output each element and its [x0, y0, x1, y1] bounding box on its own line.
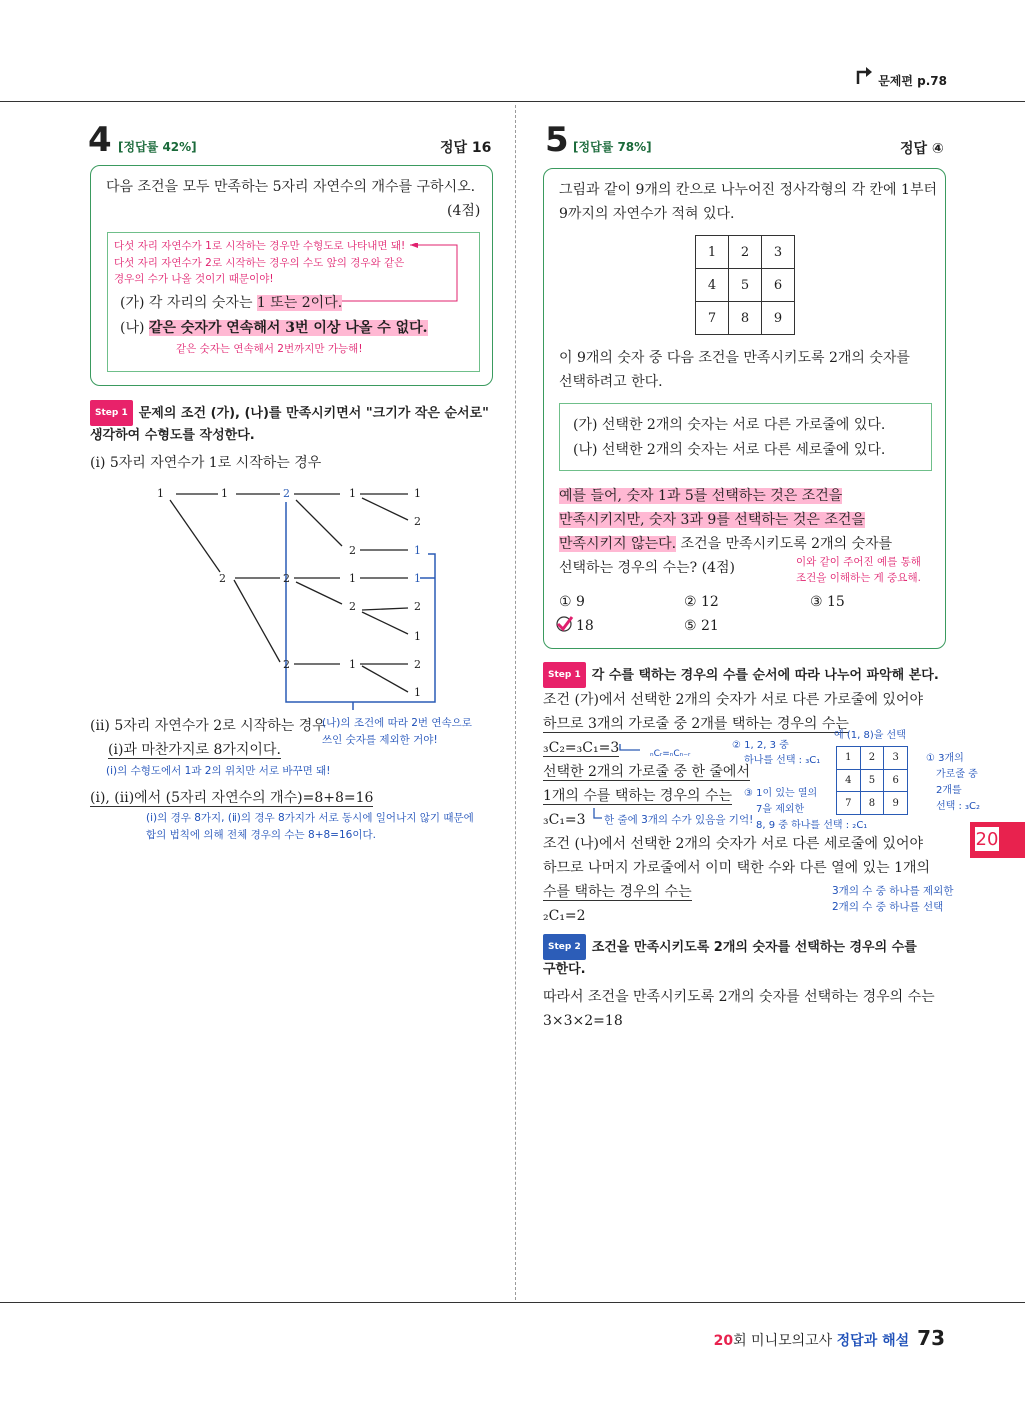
- q5-number: 5: [545, 120, 569, 160]
- grid-cell: 2: [729, 236, 762, 269]
- diag-note3c: 8, 9 중 하나를 선택 : ₂C₁: [756, 820, 868, 831]
- tree-node: 1: [414, 686, 421, 699]
- q4-note1: 다섯 자리 자연수가 1로 시작하는 경우만 수형도로 나타내면 돼!: [114, 240, 406, 252]
- chapter-tab: 20: [970, 822, 1025, 858]
- q5-arrows: [590, 740, 650, 826]
- q5-example4: 선택하는 경우의 수는? (4점): [559, 560, 735, 576]
- q5-prompt1: 그림과 같이 9개의 칸으로 나누어진 정사각형의 각 칸에 1부터: [559, 182, 937, 198]
- tree-node: 1: [349, 658, 356, 671]
- q5-sol8: 하므로 나머지 가로줄에서 이미 택한 수와 다른 열에 있는 1개의: [543, 860, 931, 876]
- choice-1: ① 9: [559, 594, 585, 610]
- q4-prompt: 다음 조건을 모두 만족하는 5자리 자연수의 개수를 구하시오.: [106, 179, 476, 195]
- q5-condition-b: (나) 선택한 2개의 숫자는 서로 다른 세로줄에 있다.: [573, 442, 886, 458]
- q5-sol4: 선택한 2개의 가로줄 중 한 줄에서: [543, 764, 750, 780]
- diag-cell: 8: [860, 792, 884, 815]
- tree-node: 1: [414, 572, 421, 585]
- diag-grid: [836, 746, 908, 815]
- q5-sol9: 수를 택하는 경우의 수는: [543, 884, 692, 900]
- diag-note3a: ③ 1이 있는 열의: [744, 788, 818, 799]
- tree-node: 1: [414, 544, 421, 557]
- tree-node: 1: [157, 487, 164, 500]
- column-divider: [515, 105, 516, 1300]
- tree-node: 1: [349, 572, 356, 585]
- q5-sol2: 하므로 3개의 가로줄 중 2개를 택하는 경우의 수는: [543, 716, 849, 732]
- q4-condition-b: (나) 같은 숫자가 연속해서 3번 이상 나올 수 없다.: [120, 320, 428, 336]
- q5-sol9-note1: 3개의 수 중 하나를 제외한: [832, 885, 954, 897]
- footer-round: 20: [713, 1333, 734, 1349]
- grid-cell: 8: [729, 302, 762, 335]
- tree-node: 1: [349, 487, 356, 500]
- diag-cell: 9: [884, 792, 908, 815]
- tree-node: 1: [414, 630, 421, 643]
- q5-sol1: 조건 (가)에서 선택한 2개의 숫자가 서로 다른 가로줄에 있어야: [543, 692, 924, 708]
- q4-blue-note2: (ⅰ)의 수형도에서 1과 2의 위치만 서로 바꾸면 돼!: [106, 765, 331, 777]
- q4-condition-a-highlight: 1 또는 2이다.: [256, 295, 343, 311]
- q5-sol6-note: 한 줄에 3개의 수가 있음을 기억!: [604, 814, 754, 826]
- q4-note4: 같은 숫자는 연속해서 2번까지만 가능해!: [176, 343, 363, 355]
- q5-number-grid: [695, 235, 795, 335]
- diag-title: 예 (1, 8)을 선택: [834, 730, 906, 741]
- q4-blue-note1b: 쓰인 숫자를 제외한 거야!: [322, 734, 438, 746]
- q4-conclusion: (ⅰ), (ⅱ)에서 (5자리 자연수의 개수)=8+8=16: [90, 790, 374, 806]
- q5-pink-note1: 이와 같이 주어진 예를 통해: [796, 556, 921, 568]
- q5-final1: 따라서 조건을 만족시키도록 2개의 숫자를 선택하는 경우의 수는: [543, 989, 935, 1005]
- q4-condition-b-highlight: 같은 숫자가 연속해서 3번 이상 나올 수 없다.: [148, 320, 428, 336]
- q5-sol10: ₂C₁=2: [543, 908, 586, 924]
- q5-prompt3: 이 9개의 숫자 중 다음 조건을 만족시키도록 2개의 숫자를: [559, 350, 910, 366]
- q5-step1-badge: Step 1: [543, 662, 586, 688]
- q5-sol3-note: ₙCᵣ=ₙCₙ₋ᵣ: [650, 749, 691, 759]
- diag-cell: 4: [837, 769, 861, 792]
- q5-pink-note2: 조건을 이해하는 게 중요해.: [796, 572, 921, 584]
- diag-note1b: 가로줄 중: [936, 769, 978, 780]
- q4-tree-diagram: [150, 484, 450, 714]
- footer: [714, 1326, 945, 1350]
- diag-note1a: ① 3개의: [926, 753, 964, 764]
- q4-step1-line1: Step 1 문제의 조건 (가), (나)를 만족시키면서 "크기가 작은 순서로": [90, 400, 489, 426]
- tree-node: 2: [349, 544, 356, 557]
- tree-node: 2: [283, 658, 290, 671]
- q5-step2-line2: 구한다.: [543, 962, 586, 977]
- diag-cell: 1: [837, 747, 861, 770]
- q5-example3: 만족시키지 않는다. 조건을 만족시키도록 2개의 숫자를: [559, 536, 893, 552]
- problem-page-ref: 문제편 p.78: [878, 74, 947, 88]
- q5-example1: 예를 들어, 숫자 1과 5를 선택하는 것은 조건을: [559, 488, 843, 504]
- q4-step1-line2: 생각하여 수형도를 작성한다.: [90, 428, 255, 443]
- q5-step2-badge: Step 2: [543, 934, 586, 960]
- q4-answer: 정답 16: [440, 140, 492, 156]
- q5-sol7: 조건 (나)에서 선택한 2개의 숫자가 서로 다른 세로줄에 있어야: [543, 836, 924, 852]
- q5-final2: 3×3×2=18: [543, 1013, 623, 1029]
- diag-cell: 2: [860, 747, 884, 770]
- grid-cell: 5: [729, 269, 762, 302]
- diag-note1d: 선택 : ₃C₂: [936, 801, 981, 812]
- diag-cell: 6: [884, 769, 908, 792]
- page-number: 73: [917, 1326, 945, 1350]
- q4-blue-note3b: 합의 법칙에 의해 전체 경우의 수는 8+8=16이다.: [146, 829, 376, 841]
- grid-cell: 7: [696, 302, 729, 335]
- q4-note3: 경우의 수가 나올 것이기 때문이야!: [114, 273, 274, 285]
- tree-node: 2: [283, 572, 290, 585]
- grid-cell: 4: [696, 269, 729, 302]
- bottom-rule: [0, 1302, 1025, 1303]
- diag-cell: 3: [884, 747, 908, 770]
- diag-note3b: 7을 제외한: [756, 804, 805, 815]
- tree-node: 2: [414, 515, 421, 528]
- tree-node: 2: [414, 600, 421, 613]
- q4-note2: 다섯 자리 자연수가 2로 시작하는 경우의 수도 앞의 경우와 같은: [114, 257, 405, 269]
- tree-node: 2: [414, 658, 421, 671]
- choice-3: ③ 15: [810, 594, 845, 610]
- q4-case2-line1: (ⅱ) 5자리 자연수가 2로 시작하는 경우: [90, 718, 326, 734]
- footer-round-suffix: 회 미니모의고사: [733, 1333, 837, 1349]
- q5-sol9-note2: 2개의 수 중 하나를 선택: [832, 901, 944, 913]
- q4-condition-a: (가) 각 자리의 숫자는 1 또는 2이다.: [120, 295, 343, 311]
- grid-cell: 9: [762, 302, 795, 335]
- diag-note2a: ② 1, 2, 3 중: [732, 740, 789, 751]
- q4-case1: (ⅰ) 5자리 자연수가 1로 시작하는 경우: [90, 455, 322, 471]
- q5-prompt2: 9까지의 자연수가 적혀 있다.: [559, 206, 735, 222]
- grid-cell: 6: [762, 269, 795, 302]
- header-arrow-icon: [855, 64, 875, 86]
- q4-points: (4점): [447, 203, 481, 219]
- q5-step2-line1: Step 2 조건을 만족시키도록 2개의 숫자를 선택하는 경우의 수를: [543, 934, 917, 960]
- grid-cell: 3: [762, 236, 795, 269]
- check-mark-icon: [556, 615, 574, 633]
- q4-blue-note3a: (ⅰ)의 경우 8가지, (ⅱ)의 경우 8가지가 서로 동시에 일어나지 않기 때문에: [146, 812, 474, 824]
- tree-node: 1: [414, 487, 421, 500]
- q4-case2-line2: (ⅰ)과 마찬가지로 8가지이다.: [108, 742, 281, 758]
- q5-rate: [정답률 78%]: [573, 140, 652, 154]
- q4-rate: [정답률 42%]: [118, 140, 197, 154]
- q4-step1-badge: Step 1: [90, 400, 133, 426]
- q4-blue-note1a: (나)의 조건에 따라 2번 연속으로: [322, 717, 472, 729]
- diag-cell: 5: [860, 769, 884, 792]
- q4-number: 4: [88, 120, 112, 160]
- choice-4: 18: [576, 618, 594, 634]
- choice-5: ⑤ 21: [684, 618, 719, 634]
- choice-2: ② 12: [684, 594, 719, 610]
- tree-node: 2: [283, 487, 290, 500]
- tree-node: 1: [221, 487, 228, 500]
- q4-note-connector: [340, 243, 460, 305]
- grid-cell: 1: [696, 236, 729, 269]
- tree-node: 2: [219, 572, 226, 585]
- q5-prompt4: 선택하려고 한다.: [559, 374, 663, 390]
- diag-note2b: 하나를 선택 : ₃C₁: [744, 755, 821, 766]
- q5-example2: 만족시키지만, 숫자 3과 9를 선택하는 것은 조건을: [559, 512, 865, 528]
- q5-step1: Step 1 각 수를 택하는 경우의 수를 순서에 따라 나누어 파악해 본다.: [543, 662, 939, 688]
- top-rule: [0, 101, 1025, 102]
- q5-condition-a: (가) 선택한 2개의 숫자는 서로 다른 가로줄에 있다.: [573, 417, 886, 433]
- tree-node: 2: [349, 600, 356, 613]
- q5-answer: 정답 ④: [900, 141, 944, 157]
- diag-cell: 7: [837, 792, 861, 815]
- q5-sol6: ₃C₁=3: [543, 812, 586, 828]
- diag-note1c: 2개를: [936, 785, 962, 796]
- footer-title: 정답과 해설: [836, 1333, 910, 1349]
- q5-sol5: 1개의 수를 택하는 경우의 수는: [543, 788, 732, 804]
- q5-sol3: ₃C₂=₃C₁=3: [543, 740, 620, 756]
